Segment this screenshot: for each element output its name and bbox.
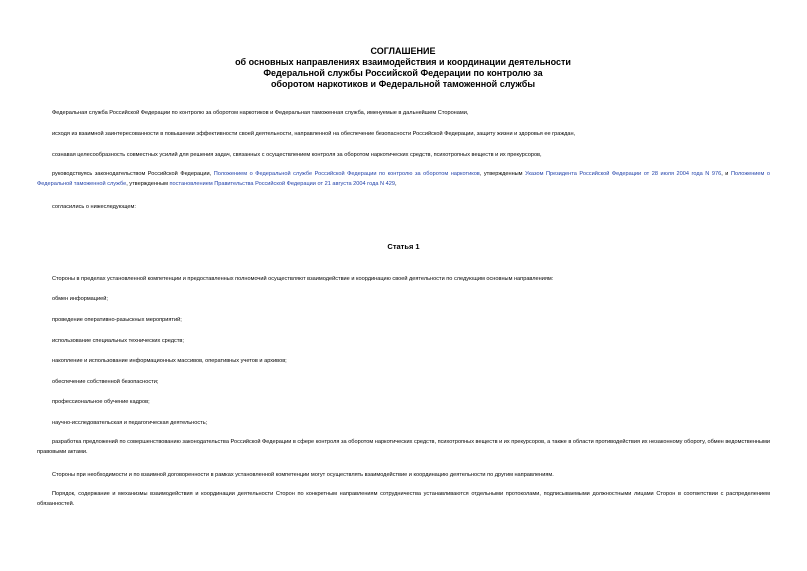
title-line-2: об основных направлениях взаимодействия и координации деятельности: [235, 57, 571, 67]
title-line-3: Федеральной службы Российской Федерации по контролю за: [263, 68, 543, 78]
link-regulation-narcotics-service[interactable]: Положением о Федеральной службе Российской Федерации по контролю за оборотом наркотиков: [213, 171, 480, 177]
article-1-paragraph-procedure: Порядок, содержание и механизмы взаимодействия и координации деятельности Сторон по конкретным направлениям сотрудничества устанавливаются отдельными протоколами, подписываемыми должностными лицами Сторон в соответствии с распределением обязанностей.: [37, 491, 770, 507]
article-1-intro: Стороны в пределах установленной компетенции и предоставленных полномочий осуществляют взаимодействие и координацию своей деятельности по следующим основным направлениям:: [52, 276, 554, 282]
link-regulation-customs-service[interactable]: Положением о Федеральной таможенной службе: [37, 171, 770, 187]
article-1-heading: Статья 1: [387, 242, 420, 251]
article-1-item-7: научно-исследовательская и педагогическая деятельность;: [52, 420, 208, 426]
preamble-paragraph-3: сознавая целесообразность совместных усилий для решения задач, связанных с осуществлением контроля за оборотом наркотических средств, психотропных веществ и их прекурсоров,: [52, 152, 542, 158]
preamble-paragraph-1: Федеральная служба Российской Федерации по контролю за оборотом наркотиков и Федеральная таможенная служба, именуемые в дальнейшем Сторонами,: [52, 110, 469, 116]
article-1-item-6: профессиональное обучение кадров;: [52, 399, 150, 405]
article-1-item-5: обеспечение собственной безопасности;: [52, 379, 159, 385]
preamble-paragraph-5: согласились о нижеследующем:: [52, 204, 136, 210]
article-1-item-3: использование специальных технических средств;: [52, 338, 184, 344]
preamble-p4-text-a: руководствуясь законодательством Российской Федерации,: [52, 171, 214, 177]
preamble-paragraph-4: [37, 170, 770, 189]
preamble-p4-text-d: , утвержденным: [126, 180, 170, 187]
preamble-p4-text-e: ,: [394, 180, 397, 187]
article-1-paragraph-other-areas: Стороны при необходимости и по взаимной договоренности в рамках установленной компетенции могут осуществлять взаимодействие и координацию деятельности по другим направлениям.: [52, 472, 554, 478]
link-government-resolution[interactable]: постановлением Правительства Российской Федерации от 21 августа 2004 года N 429: [169, 180, 395, 187]
link-presidential-decree[interactable]: Указом Президента Российской Федерации от 28 июля 2004 года N 976: [525, 171, 722, 177]
article-1-item-1: обмен информацией;: [52, 296, 108, 302]
preamble-p4-text-c: , и: [721, 171, 731, 177]
title-line-1: СОГЛАШЕНИЕ: [370, 46, 436, 56]
document-title: [200, 46, 606, 90]
article-1-paragraph-legislation: разработка предложений по совершенствованию законодательства Российской Федерации в сфере контроля за оборотом наркотических средств, психотропных веществ и их прекурсоров, а также в области противодействия их незаконному обороту, обмен ведомственными правовыми актами.: [37, 439, 770, 455]
preamble-p4-text-b: , утвержденным: [479, 171, 526, 177]
preamble-paragraph-2: исходя из взаимной заинтересованности в повышении эффективности своей деятельности, направленной на обеспечение безопасности Российской Федерации, защиту жизни и здоровья ее граждан,: [52, 131, 576, 137]
article-1-item-2: проведение оперативно-разыскных мероприятий;: [52, 317, 182, 323]
article-1-item-4: накопление и использование информационных массивов, оперативных учетов и архивов;: [52, 358, 287, 364]
title-line-4: оборотом наркотиков и Федеральной таможенной службы: [270, 79, 536, 89]
